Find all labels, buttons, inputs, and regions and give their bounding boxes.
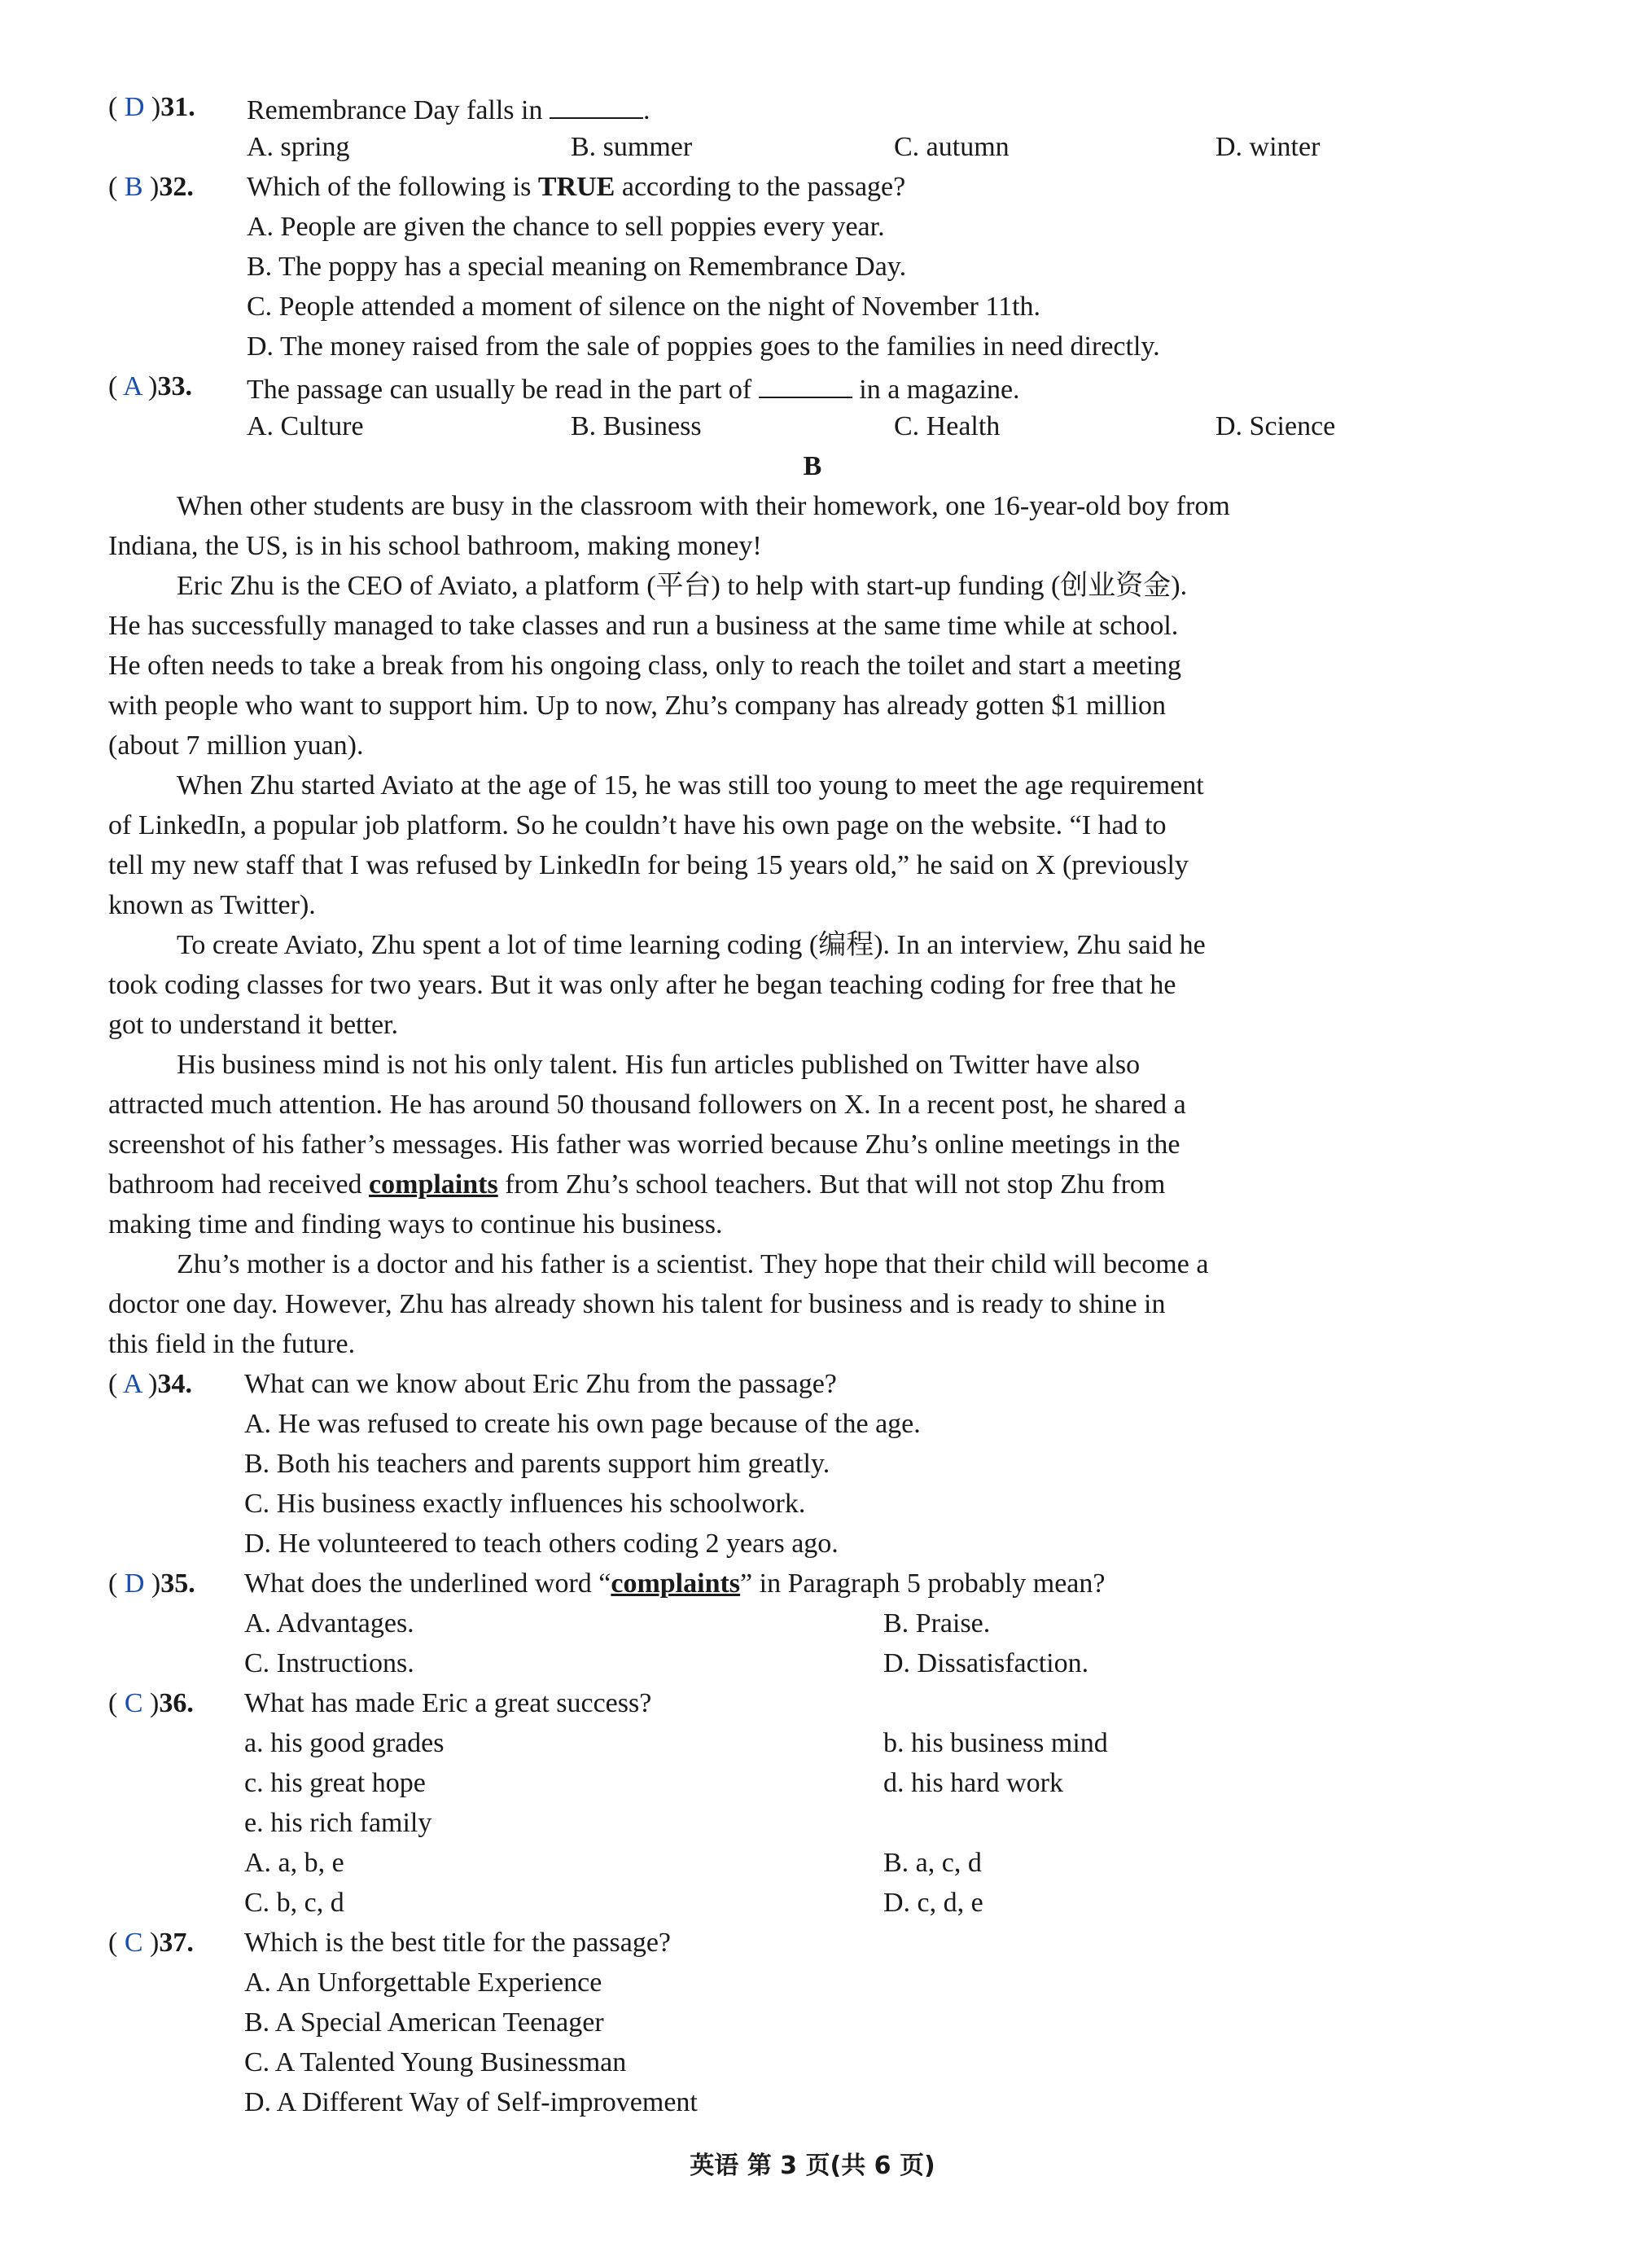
- question-31-stem: Remembrance Day falls in .: [247, 91, 650, 127]
- passage-line: with people who want to support him. Up to now, Zhu’s company has already gotten $1 million: [108, 691, 1167, 721]
- list-item: b. his business mind: [883, 1728, 1108, 1758]
- answer-36: C: [124, 1688, 143, 1718]
- passage-line: When other students are busy in the classroom with their homework, one 16-year-old boy from: [177, 491, 1230, 521]
- option: C. Health: [894, 411, 1001, 441]
- passage-line: screenshot of his father’s messages. His father was worried because Zhu’s online meetings in the: [108, 1130, 1180, 1160]
- option: B. Both his teachers and parents support him greatly.: [244, 1449, 830, 1479]
- option: A. a, b, e: [244, 1848, 344, 1878]
- option: D. He volunteered to teach others coding 2 years ago.: [244, 1529, 839, 1559]
- passage-line: got to understand it better.: [108, 1010, 398, 1040]
- passage-line: of LinkedIn, a popular job platform. So he couldn’t have his own page on the website. “I had to: [108, 810, 1167, 840]
- passage-line: Indiana, the US, is in his school bathroom, making money!: [108, 531, 762, 561]
- question-37: ( C )37.: [108, 1928, 194, 1958]
- option: C. Instructions.: [244, 1648, 414, 1678]
- page-footer: 英语 第 3 页(共 6 页): [690, 2152, 935, 2180]
- question-number: 31: [160, 92, 189, 122]
- passage-line: To create Aviato, Zhu spent a lot of time learning coding (编程). In an interview, Zhu said he: [177, 930, 1206, 960]
- answer-33: A: [122, 371, 142, 401]
- passage-line: He has successfully managed to take classes and run a business at the same time while at school.: [108, 611, 1179, 641]
- underlined-word: complaints: [369, 1169, 498, 1200]
- passage-line: this field in the future.: [108, 1329, 356, 1359]
- option: D. winter: [1215, 132, 1321, 162]
- question-36-stem: What has made Eric a great success?: [244, 1688, 652, 1718]
- passage-line: bathroom had received complaints from Zhu’s school teachers. But that will not stop Zhu from: [108, 1169, 1166, 1200]
- question-35: ( D )35.: [108, 1568, 195, 1599]
- answer-35: D: [124, 1568, 145, 1599]
- answer-31: D: [124, 92, 145, 122]
- option: A. Culture: [247, 411, 364, 441]
- option: A. Advantages.: [244, 1608, 414, 1638]
- section-title: B: [803, 451, 822, 481]
- answer-37: C: [124, 1928, 143, 1958]
- option: C. autumn: [894, 132, 1010, 162]
- passage-line: took coding classes for two years. But it was only after he began teaching coding for free that he: [108, 970, 1176, 1000]
- answer-34: A: [122, 1369, 142, 1399]
- option: C. A Talented Young Businessman: [244, 2047, 627, 2077]
- option: C. His business exactly influences his schoolwork.: [244, 1489, 806, 1519]
- passage-line: tell my new staff that I was refused by LinkedIn for being 15 years old,” he said on X (previously: [108, 850, 1189, 880]
- passage-line: When Zhu started Aviato at the age of 15, he was still too young to meet the age requirement: [177, 770, 1204, 801]
- option: C. People attended a moment of silence on the night of November 11th.: [247, 292, 1041, 322]
- answer-32: B: [124, 172, 143, 202]
- option: B. A Special American Teenager: [244, 2007, 604, 2038]
- passage-line: making time and finding ways to continue his business.: [108, 1209, 723, 1239]
- question-31: ( D )31.: [108, 92, 195, 122]
- question-33-stem: The passage can usually be read in the part of in a magazine.: [247, 371, 1020, 406]
- question-35-stem: What does the underlined word “complaints” in Paragraph 5 probably mean?: [244, 1568, 1106, 1599]
- option: A. People are given the chance to sell poppies every year.: [247, 212, 885, 242]
- passage-line: He often needs to take a break from his ongoing class, only to reach the toilet and start a meeting: [108, 651, 1182, 681]
- option: C. b, c, d: [244, 1888, 344, 1918]
- question-34: ( A )34.: [108, 1369, 192, 1399]
- passage-line: His business mind is not his only talent. His fun articles published on Twitter have also: [177, 1050, 1141, 1080]
- list-item: c. his great hope: [244, 1768, 426, 1798]
- question-36: ( C )36.: [108, 1688, 194, 1718]
- answer-blank: [550, 91, 643, 119]
- option: D. A Different Way of Self-improvement: [244, 2087, 698, 2117]
- option: B. Business: [571, 411, 702, 441]
- option: A. spring: [247, 132, 350, 162]
- passage-line: known as Twitter).: [108, 890, 316, 920]
- option: D. c, d, e: [883, 1888, 983, 1918]
- passage-line: Zhu’s mother is a doctor and his father is a scientist. They hope that their child will become a: [177, 1249, 1209, 1279]
- question-33: ( A )33.: [108, 371, 192, 401]
- list-item: e. his rich family: [244, 1808, 432, 1838]
- answer-blank: [759, 371, 852, 398]
- option: A. He was refused to create his own page because of the age.: [244, 1409, 921, 1439]
- list-item: a. his good grades: [244, 1728, 445, 1758]
- passage-line: doctor one day. However, Zhu has already shown his talent for business and is ready to shine in: [108, 1289, 1166, 1319]
- question-32-stem: Which of the following is TRUE according to the passage?: [247, 172, 906, 202]
- option: B. summer: [571, 132, 693, 162]
- option: A. An Unforgettable Experience: [244, 1968, 602, 1998]
- underlined-word: complaints: [611, 1568, 741, 1599]
- option: B. The poppy has a special meaning on Remembrance Day.: [247, 252, 907, 282]
- option: B. Praise.: [883, 1608, 991, 1638]
- passage-line: attracted much attention. He has around 50 thousand followers on X. In a recent post, he shared a: [108, 1090, 1186, 1120]
- passage-line: Eric Zhu is the CEO of Aviato, a platform (平台) to help with start-up funding (创业资金).: [177, 571, 1188, 601]
- question-34-stem: What can we know about Eric Zhu from the passage?: [244, 1369, 837, 1399]
- list-item: d. his hard work: [883, 1768, 1063, 1798]
- question-32: ( B )32.: [108, 172, 194, 202]
- passage-line: (about 7 million yuan).: [108, 730, 364, 761]
- question-37-stem: Which is the best title for the passage?: [244, 1928, 671, 1958]
- option: D. Dissatisfaction.: [883, 1648, 1089, 1678]
- option: B. a, c, d: [883, 1848, 982, 1878]
- option: D. The money raised from the sale of poppies goes to the families in need directly.: [247, 331, 1160, 362]
- option: D. Science: [1215, 411, 1336, 441]
